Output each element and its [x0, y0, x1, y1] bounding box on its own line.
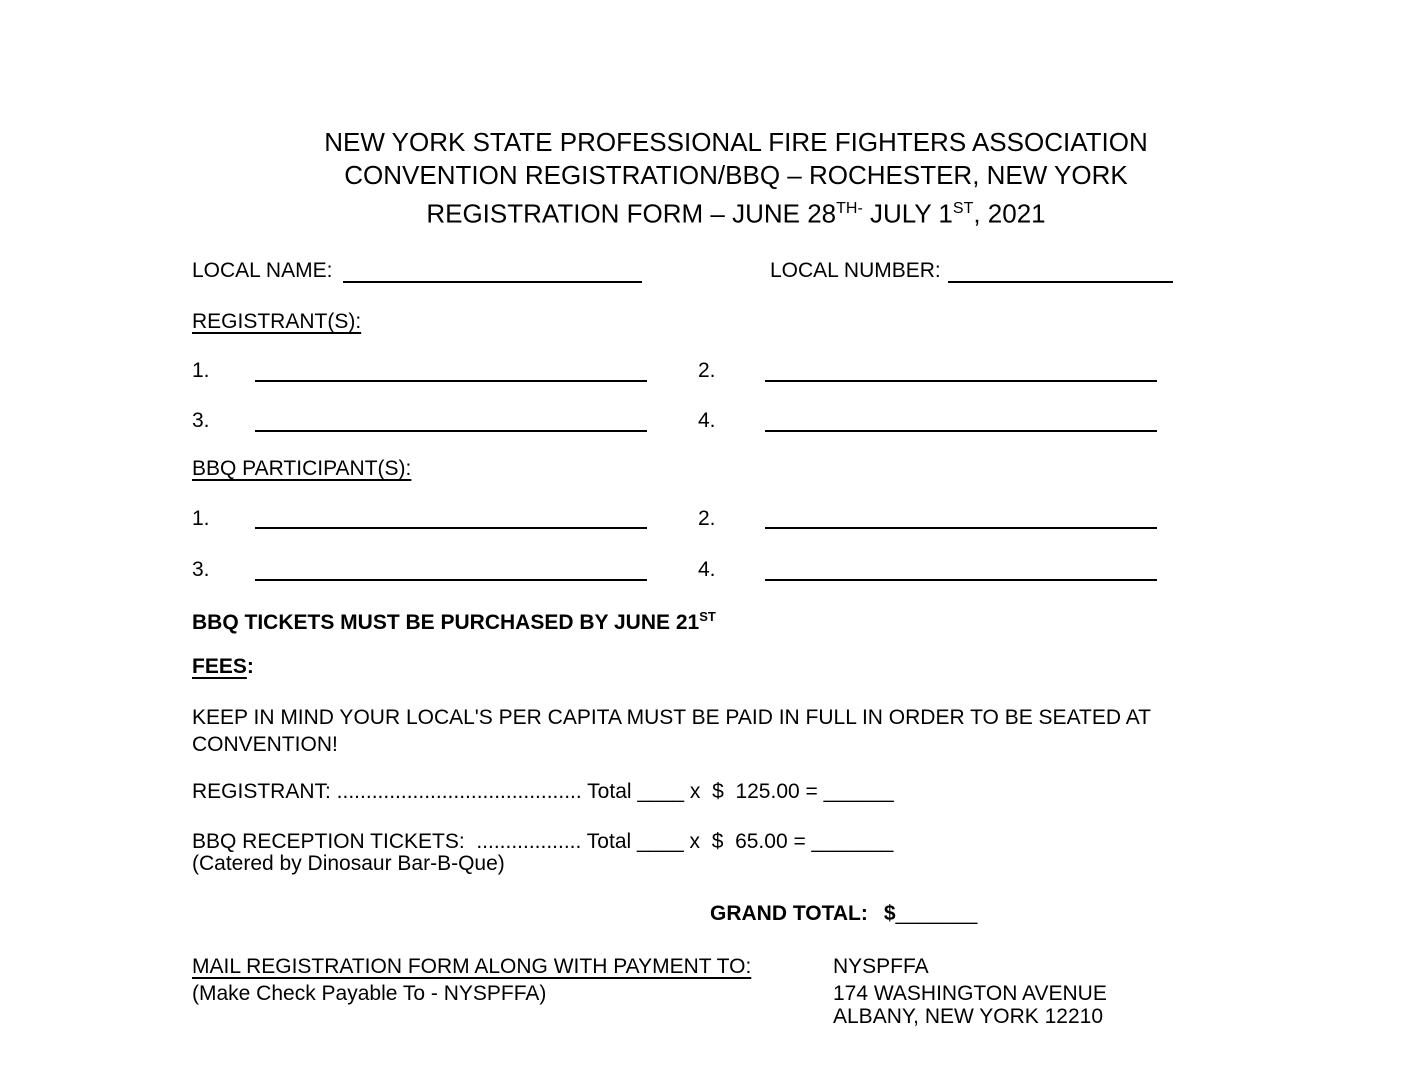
mailing-address-city: ALBANY, NEW YORK 12210: [833, 1005, 1104, 1028]
fees-heading-text: FEES: [192, 655, 247, 678]
mail-instructions-heading: MAIL REGISTRATION FORM ALONG WITH PAYMENT TO:: [192, 955, 752, 978]
registrant-2-blank-line: [765, 380, 1157, 382]
title-line-1: NEW YORK STATE PROFESSIONAL FIRE FIGHTERS ASSOCIATION: [324, 127, 1148, 157]
bbq-participants-heading: BBQ PARTICIPANT(S):: [192, 457, 412, 480]
local-number-blank-line: [948, 281, 1173, 283]
registrant-number-1: 1.: [192, 359, 210, 382]
bbq-participant-number-4: 4.: [698, 558, 716, 581]
grand-total-dollar-sign: $: [883, 902, 896, 925]
title-line-3: [192, 192, 1280, 231]
title-line-3-mid: JULY 1: [862, 198, 953, 229]
mailing-address-street: 174 WASHINGTON AVENUE: [833, 982, 1107, 1005]
registrant-fee-line: REGISTRANT: .......................................... Total ____ x $ 125.00 = ______: [192, 780, 894, 803]
check-payable-note: (Make Check Payable To - NYSPFFA): [192, 982, 547, 1005]
registrant-number-3: 3.: [192, 409, 210, 432]
bbq-participant-number-1: 1.: [192, 507, 210, 530]
local-name-blank-line: [343, 281, 642, 283]
fees-heading-colon: :: [246, 655, 254, 678]
bbq-participant-4-blank-line: [765, 579, 1157, 581]
bbq-reception-fee-line: BBQ RECEPTION TICKETS: .................. Total ____ x $ 65.00 = _______: [192, 830, 894, 853]
title-line-3-end: , 2021: [973, 198, 1046, 229]
registrant-1-blank-line: [255, 380, 647, 382]
title-superscript-st: ST: [952, 200, 974, 217]
local-number-label: LOCAL NUMBER:: [770, 259, 941, 282]
registrants-heading: REGISTRANT(S):: [192, 310, 362, 333]
registrant-3-blank-line: [255, 430, 647, 432]
bbq-participant-3-blank-line: [255, 579, 647, 581]
form-title: [192, 126, 1280, 231]
title-line-3-text: REGISTRATION FORM – JUNE 28: [426, 198, 837, 229]
registrant-number-4: 4.: [698, 409, 716, 432]
bbq-participant-number-2: 2.: [698, 507, 716, 530]
bbq-ticket-deadline-notice: [192, 604, 716, 635]
title-line-2: CONVENTION REGISTRATION/BBQ – ROCHESTER, NEW YORK: [344, 160, 1128, 190]
per-capita-notice: KEEP IN MIND YOUR LOCAL'S PER CAPITA MUST BE PAID IN FULL IN ORDER TO BE SEATED AT CONVENTION!: [192, 706, 1151, 756]
bbq-deadline-superscript-st: ST: [699, 609, 716, 624]
registrant-number-2: 2.: [698, 359, 716, 382]
bbq-participant-number-3: 3.: [192, 558, 210, 581]
grand-total-label: GRAND TOTAL:: [710, 902, 868, 925]
fees-heading: [192, 654, 254, 679]
catered-by-note: (Catered by Dinosaur Bar-B-Que): [192, 852, 505, 875]
registrant-4-blank-line: [765, 430, 1157, 432]
local-name-label: LOCAL NAME:: [192, 259, 333, 282]
bbq-deadline-text: BBQ TICKETS MUST BE PURCHASED BY JUNE 21: [192, 611, 700, 634]
grand-total-blank: _______: [895, 902, 978, 925]
grand-total-row: [710, 901, 977, 926]
mailing-address-org: NYSPFFA: [833, 955, 929, 978]
title-superscript-th: TH-: [836, 200, 863, 217]
bbq-participant-2-blank-line: [765, 527, 1157, 529]
bbq-participant-1-blank-line: [255, 527, 647, 529]
